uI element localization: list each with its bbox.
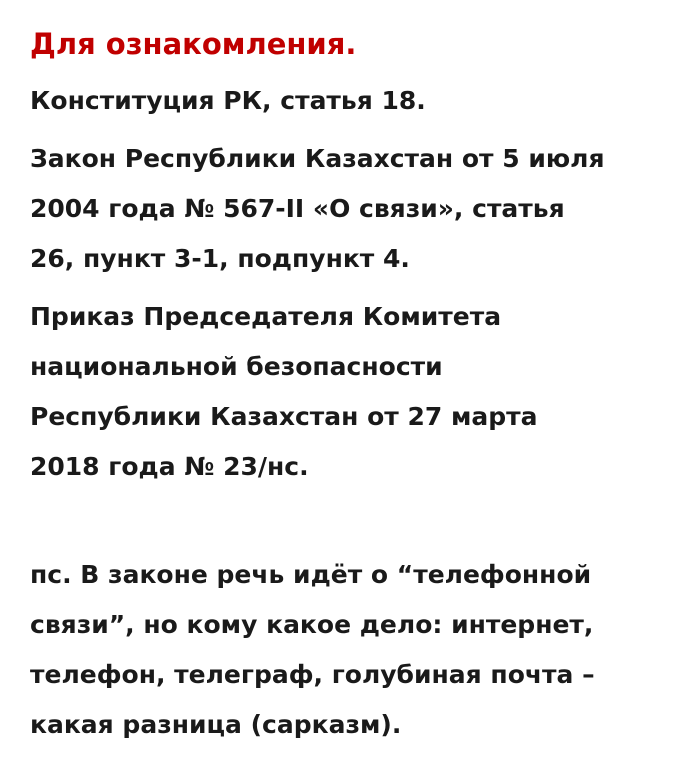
text-line: национальной безопасности xyxy=(30,352,443,381)
text-line: Республики Казахстан от 27 марта xyxy=(30,402,538,431)
document-page xyxy=(30,22,680,758)
order-reference xyxy=(30,292,680,492)
text-line: 2004 года № 567-II «О связи», статья xyxy=(30,194,565,223)
text-line: 26, пункт 3-1, подпункт 4. xyxy=(30,244,410,273)
text-line: Закон Республики Казахстан от 5 июля xyxy=(30,144,605,173)
text-line: какая разница (сарказм). xyxy=(30,710,402,739)
text-line: связи”, но кому какое дело: интернет, xyxy=(30,610,594,639)
constitution-reference xyxy=(30,76,680,126)
law-reference xyxy=(30,134,680,284)
text-line: пс. В законе речь идёт о “телефонной xyxy=(30,560,592,589)
text-line: Приказ Председателя Комитета xyxy=(30,302,502,331)
text-line: Конституция РК, статья 18. xyxy=(30,86,426,115)
postscript-note xyxy=(30,550,680,750)
text-line: 2018 года № 23/нс. xyxy=(30,452,309,481)
spacer xyxy=(30,500,680,550)
text-line: телефон, телеграф, голубиная почта – xyxy=(30,660,595,689)
document-heading: Для ознакомления. xyxy=(30,27,357,61)
